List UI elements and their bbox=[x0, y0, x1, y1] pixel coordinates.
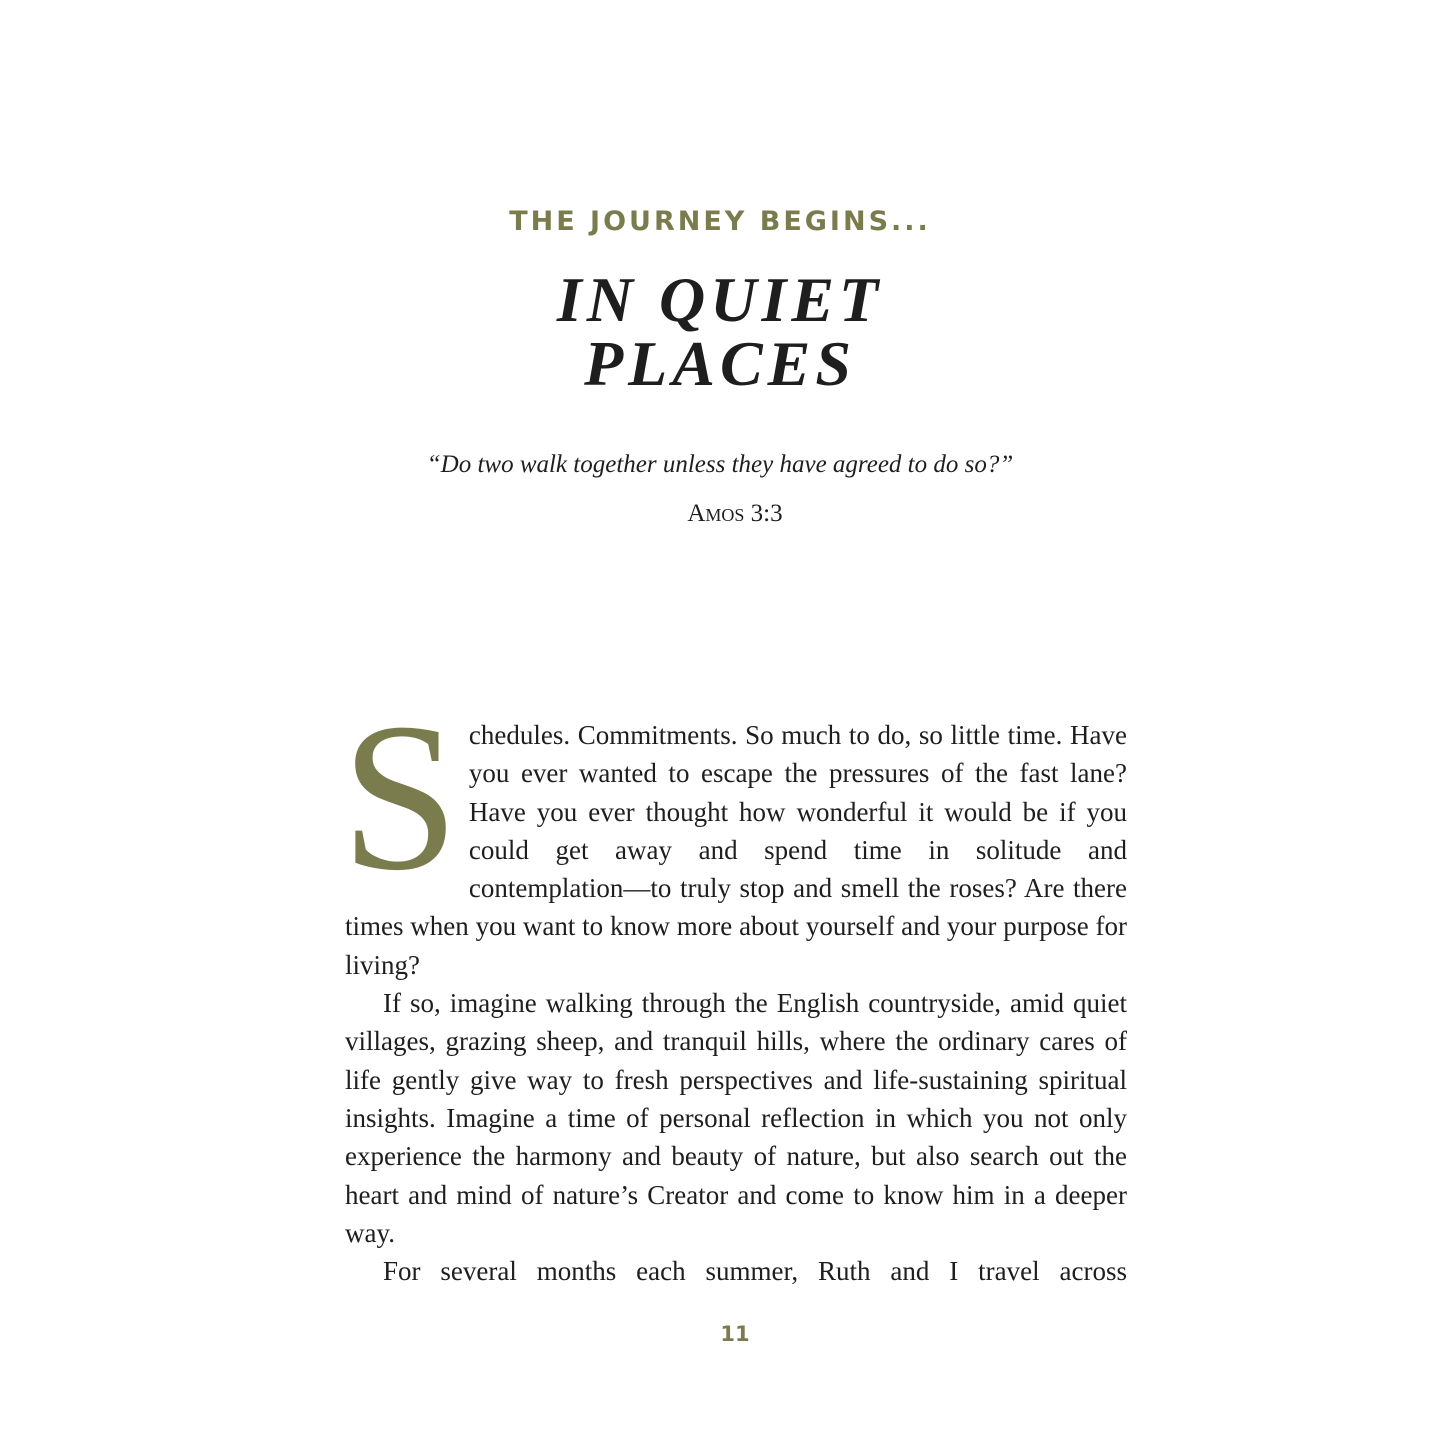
drop-cap: S bbox=[341, 679, 459, 914]
epigraph-quote: “Do two walk together unless they have agreed to do so?” bbox=[426, 451, 1014, 478]
paragraph-1-text: chedules. Commitments. So much to do, so little time. Have you ever wanted to escape the pressures of the fast lane? Have you ever thought how wonderful it would be if you could get away and spend time in solitude and contemplation—to truly stop and smell the roses? Are there times when you want to know more about yourself and your purpose for living? bbox=[345, 720, 1127, 980]
chapter-eyebrow: THE JOURNEY BEGINS... bbox=[509, 206, 931, 237]
body-text bbox=[341, 679, 1127, 1290]
chapter-title-line-1: IN QUIET bbox=[556, 264, 884, 335]
page-number: 11 bbox=[720, 1322, 750, 1346]
paragraph-3: For several months each summer, Ruth and I travel across bbox=[383, 1256, 1127, 1287]
chapter-title bbox=[0, 264, 1440, 399]
chapter-title-line-2: PLACES bbox=[584, 328, 856, 399]
paragraph-1 bbox=[341, 679, 1127, 984]
epigraph-citation: Amos 3:3 bbox=[687, 500, 783, 527]
paragraph-2: If so, imagine walking through the English countryside, amid quiet villages, grazing sheep, and tranquil hills, where the ordinary cares of life gently give way to fresh perspectives and life-sustaining spiritual insights. Imagine a time of personal reflection in which you not only experience the harmony and beauty of nature, but also search out the heart and mind of nature’s Creator and come to know him in a deeper way. bbox=[345, 988, 1127, 1248]
